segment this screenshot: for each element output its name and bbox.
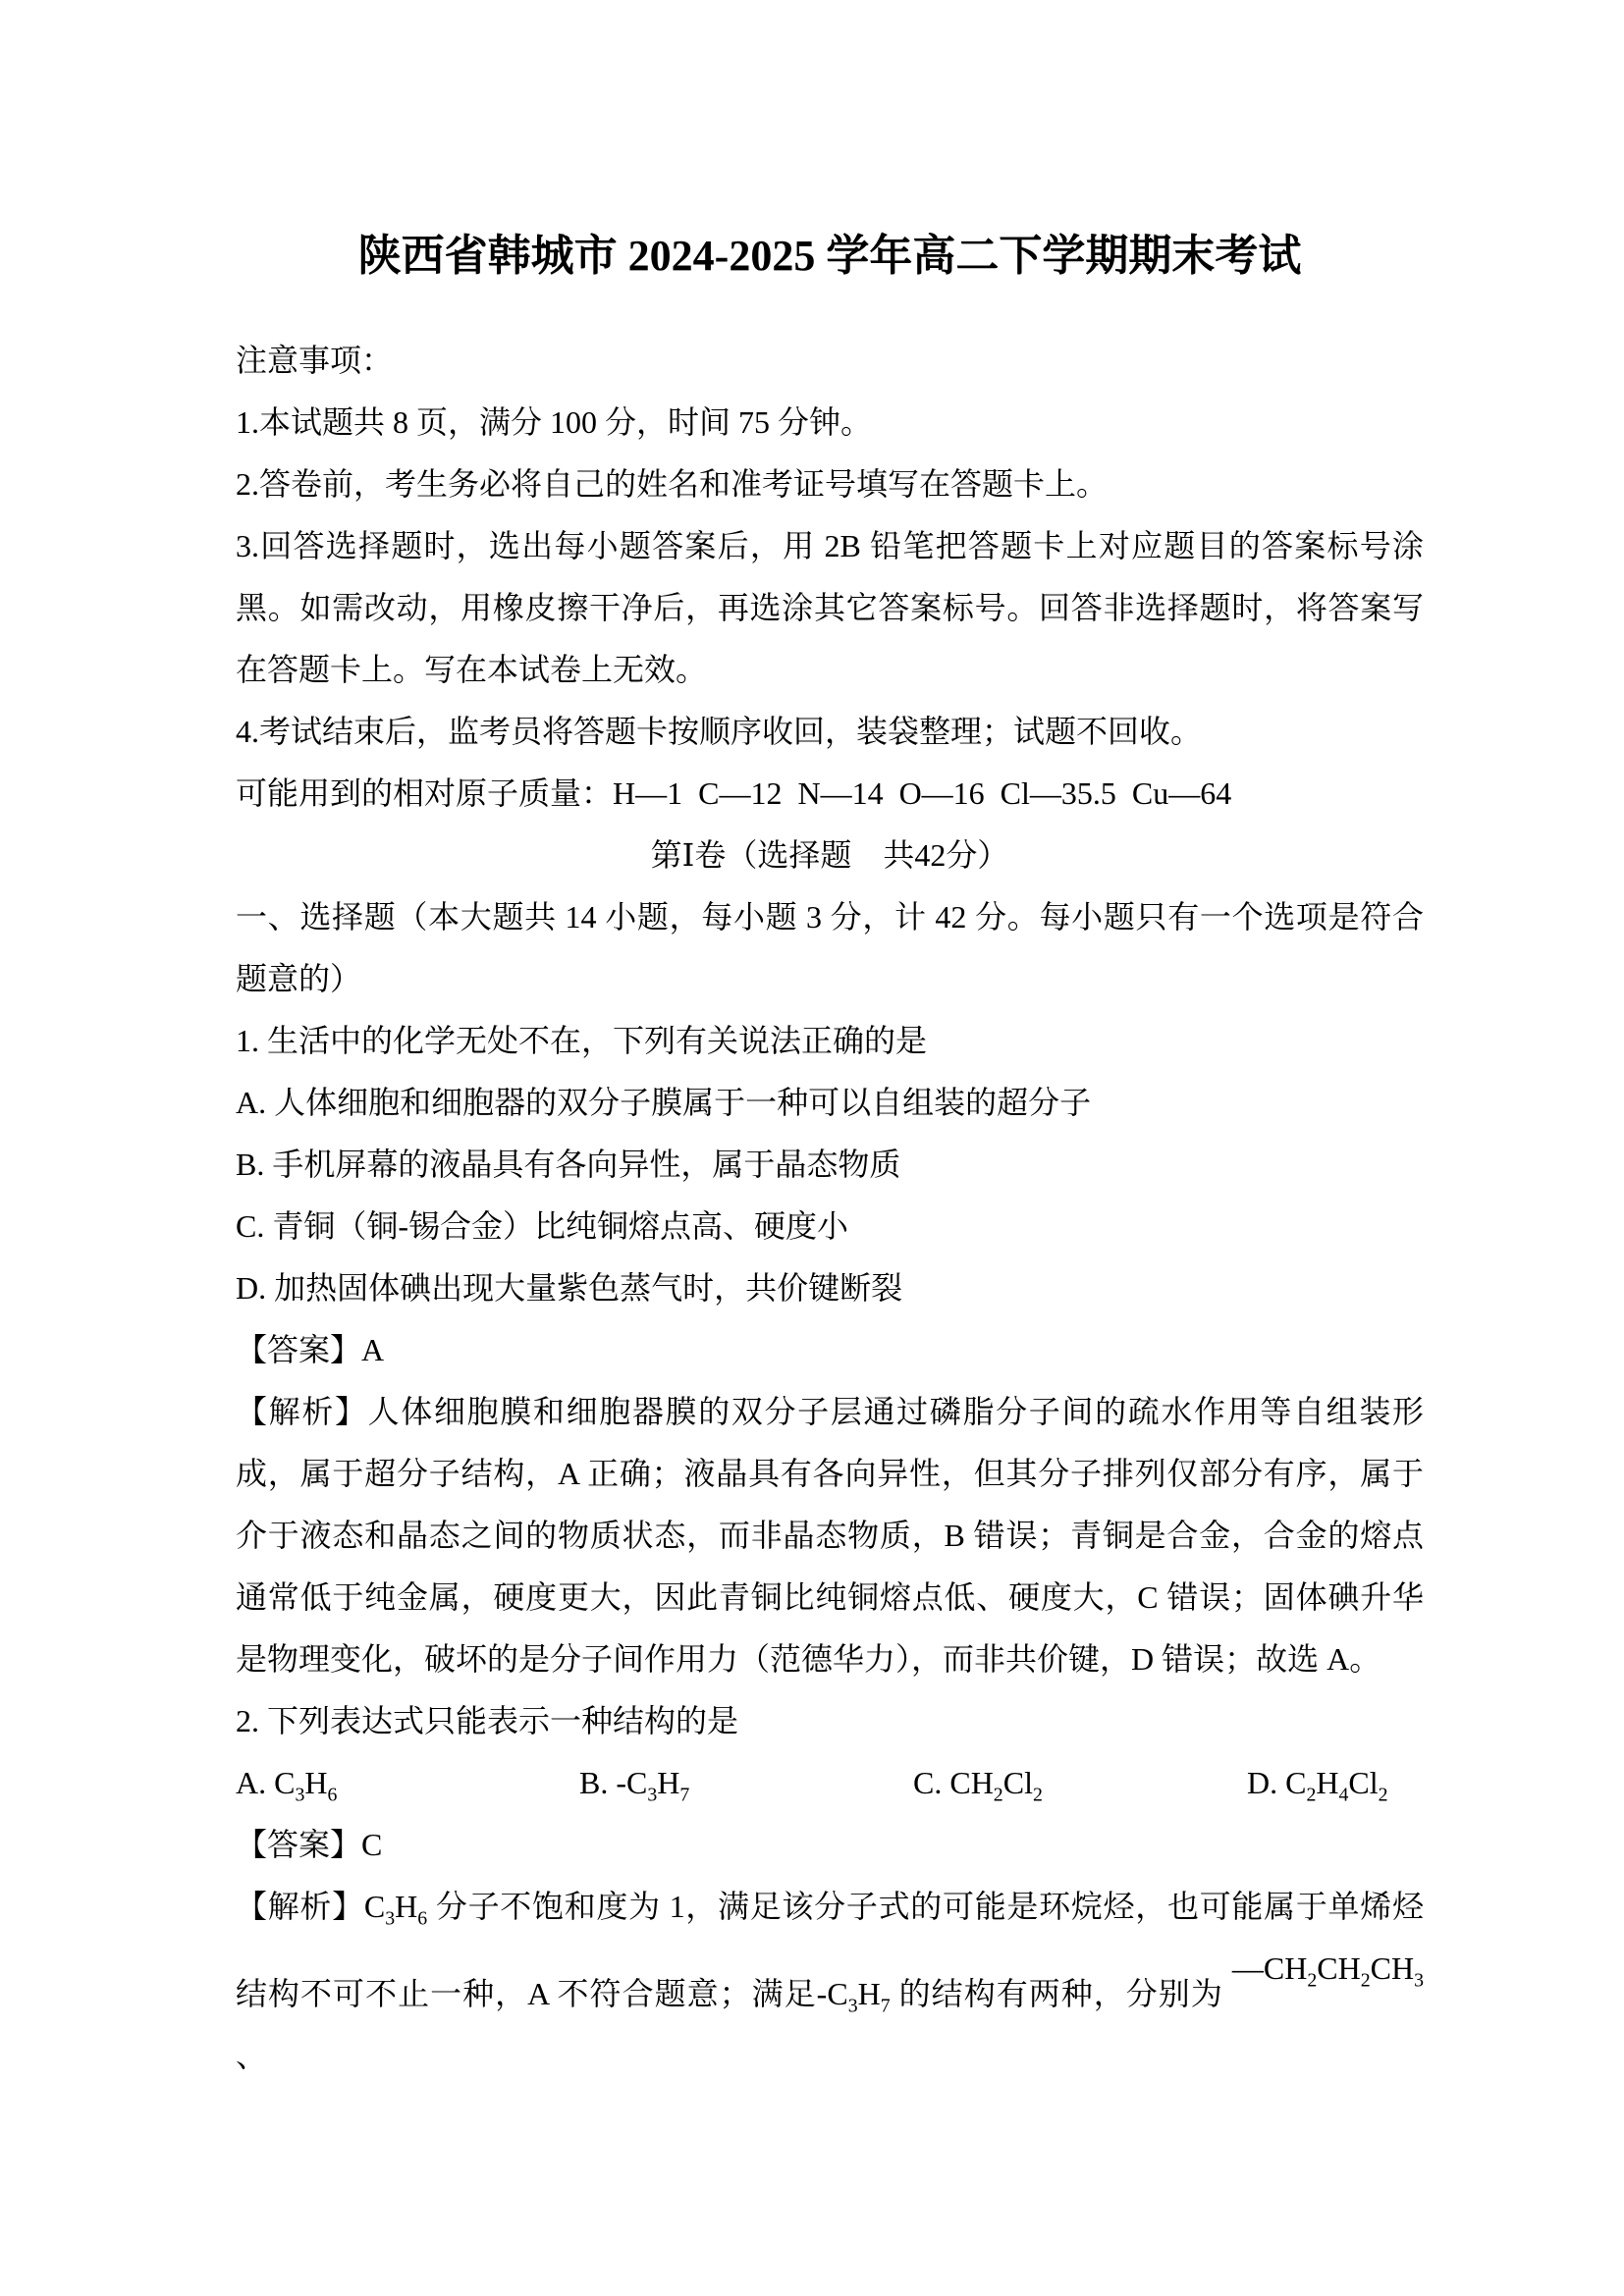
section-intro: 一、选择题（本大题共 14 小题，每小题 3 分，计 42 分。每小题只有一个选项是符合题意的） bbox=[236, 899, 1424, 996]
question-1-option-b: B. 手机屏幕的液晶具有各向异性，属于晶态物质 bbox=[236, 1147, 901, 1182]
question-2-option-c: C. $CH_2Cl_2$ bbox=[913, 1765, 1043, 1806]
question-2-analysis-tail: 、 bbox=[236, 2038, 268, 2073]
notice-item-4: 4.考试结束后，监考员将答题卡按顺序收回，装袋整理；试题不回收。 bbox=[236, 714, 1203, 749]
question-2-answer: 【答案】C bbox=[236, 1827, 383, 1862]
question-1-stem: 1. 生活中的化学无处不在，下列有关说法正确的是 bbox=[236, 1023, 928, 1058]
propyl-structural-formula: $—CH_2CH_2CH_3$ bbox=[1231, 1950, 1424, 1992]
page-title: 陕西省韩城市 2024-2025 学年高二下学期期末考试 bbox=[357, 232, 1302, 280]
question-1-option-d: D. 加热固体碘出现大量紫色蒸气时，共价键断裂 bbox=[236, 1270, 903, 1306]
notice-item-1: 1.本试题共 8 页，满分 100 分，时间 75 分钟。 bbox=[236, 404, 873, 440]
question-2-stem: 2. 下列表达式只能表示一种结构的是 bbox=[236, 1703, 739, 1738]
question-2-options-row bbox=[236, 1752, 1424, 1814]
question-1-option-a: A. 人体细胞和细胞器的双分子膜属于一种可以自组装的超分子 bbox=[236, 1085, 1092, 1120]
section-header: 第Ⅰ卷（选择题 共42分） bbox=[650, 837, 1009, 873]
question-2-option-b: B. $-C_3H_7$ bbox=[579, 1765, 690, 1806]
notice-item-2: 2.答卷前，考生务必将自己的姓名和准考证号填写在答题卡上。 bbox=[236, 466, 1109, 502]
question-2-analysis-text: 【解析】$C_3H_6$ 分子不饱和度为 1，满足该分子式的可能是环烷烃，也可能属于单烯烃结构不可不止一种，A 不符合题意；满足$-C_3H_7$ 的结构有两种，分别为 bbox=[236, 1889, 1424, 2017]
question-1-answer: 【答案】A bbox=[236, 1332, 385, 1367]
question-2-analysis bbox=[236, 1876, 1424, 2087]
atomic-mass-line: 可能用到的相对原子质量：H—1 C—12 N—14 O—16 Cl—35.5 Cu—64 bbox=[236, 775, 1232, 811]
question-1-option-c: C. 青铜（铜-锡合金）比纯铜熔点高、硬度小 bbox=[236, 1208, 849, 1244]
question-2-option-d: D. $C_2H_4Cl_2$ bbox=[1247, 1765, 1388, 1806]
question-1-analysis: 【解析】人体细胞膜和细胞器膜的双分子层通过磷脂分子间的疏水作用等自组装形成，属于超分子结构，A 正确；液晶具有各向异性，但其分子排列仅部分有序，属于介于液态和晶态之间的物质状态，而非晶态物质，B 错误；青铜是合金，合金的熔点通常低于纯金属，硬度更大，因此青铜比纯铜熔点低、硬度大，C 错误；固体碘升华是物理变化，破坏的是分子间作用力（范德华力），而非共价键，D 错误；故选 A。 bbox=[236, 1394, 1424, 1677]
notice-heading: 注意事项： bbox=[236, 343, 394, 378]
question-2-option-a: A. $C_3H_6$ bbox=[236, 1765, 338, 1806]
notice-item-3: 3.回答选择题时，选出每小题答案后，用 2B 铅笔把答题卡上对应题目的答案标号涂黑。如需改动，用橡皮擦干净后，再选涂其它答案标号。回答非选择题时，将答案写在答题卡上。写在本试卷上无效。 bbox=[236, 528, 1424, 687]
